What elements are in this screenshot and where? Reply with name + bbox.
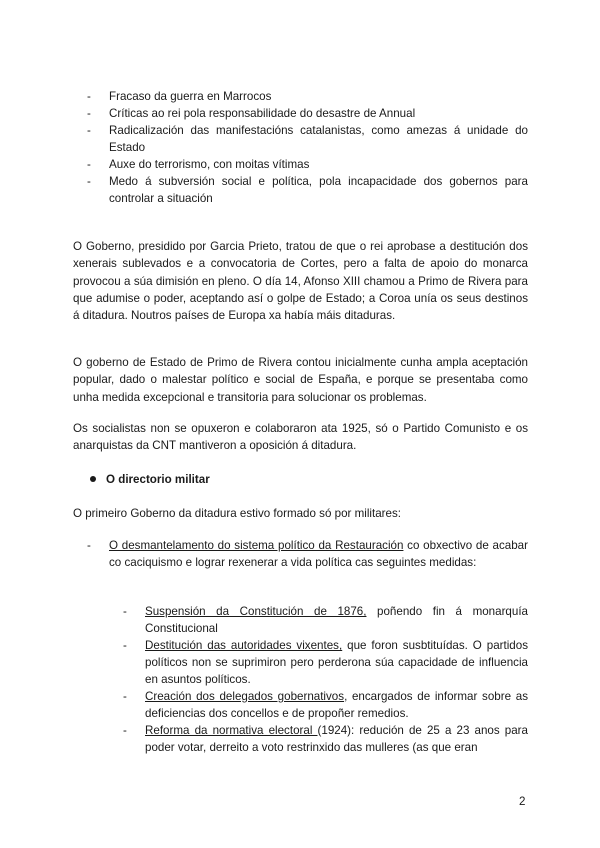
underlined-term: Creación dos delegados gobernativos — [145, 690, 345, 703]
list-item-text: Radicalización das manifestacións catalanistas, como amezas á unidade do Estado — [109, 124, 528, 154]
list-item — [123, 603, 528, 637]
list-item-text: Medo á subversión social e política, pola incapacidade dos gobernos para controlar a situación — [109, 175, 528, 205]
causes-list — [87, 88, 528, 207]
list-item — [87, 173, 528, 207]
measures-list — [123, 603, 528, 756]
paragraph-primeiro-goberno: O primeiro Goberno da ditadura estivo formado só por militares: — [73, 507, 401, 520]
underlined-term: O desmantelamento do sistema político da Restauración — [109, 539, 404, 552]
list-item-text: (1924): redución de 25 a 23 anos para poder votar, derreito a voto restrinxido das mulleres (as que eran — [145, 724, 528, 754]
dash-marker: - — [123, 605, 127, 618]
list-item-text: que foron susbtituídas. O partidos políticos non se suprimiron pero perderona súa capacidade de influencia en asuntos políticos. — [145, 639, 528, 686]
dash-marker: - — [87, 539, 91, 552]
list-item — [123, 637, 528, 688]
dash-marker: - — [87, 175, 91, 188]
section-heading — [90, 471, 210, 488]
list-item — [87, 156, 528, 173]
underlined-term: Reforma da normativa electoral — [145, 724, 318, 737]
list-item-text: poñendo fin á monarquía Constitucional — [145, 605, 528, 635]
list-item — [87, 88, 528, 105]
bullet-icon — [90, 476, 96, 482]
list-item — [87, 122, 528, 156]
page-number: 2 — [519, 795, 526, 808]
dash-marker: - — [87, 124, 91, 137]
list-item — [87, 105, 528, 122]
underlined-term: Suspensión da Constitución de 1876, — [145, 605, 367, 618]
dash-marker: - — [87, 107, 91, 120]
list-item-text: Fracaso da guerra en Marrocos — [109, 90, 272, 103]
dash-marker: - — [123, 639, 127, 652]
objectives-list — [87, 537, 528, 572]
paragraph-socialistas: Os socialistas non se opuxeron e colaboraron ata 1925, só o Partido Comunisto e os anarquistas da CNT mantiveron a oposición á ditadura. — [73, 422, 528, 453]
list-item-text: Auxe do terrorismo, con moitas vítimas — [109, 158, 310, 171]
list-item — [87, 537, 528, 572]
section-heading-text: O directorio militar — [106, 473, 210, 486]
list-item-text: co obxectivo de acabar co caciquismo e lograr rexenerar a vida política cas seguintes medidas: — [109, 539, 528, 570]
list-item-text: , encargados de informar sobre as deficiencias dos concellos e de propoñer remedios. — [145, 690, 528, 720]
dash-marker: - — [123, 690, 127, 703]
list-item-text: Críticas ao rei pola responsabilidade do desastre de Annual — [109, 107, 416, 120]
dash-marker: - — [123, 724, 127, 737]
dash-marker: - — [87, 90, 91, 103]
underlined-term: Destitución das autoridades vixentes, — [145, 639, 343, 652]
paragraph-goberno: O Goberno, presidido por Garcia Prieto, tratou de que o rei aprobase a destitución dos xenerais sublevados e a convocatoria de Cortes, pero a falta de apoio do monarca provocou a súa dimisión en pleno. O día 14, Afonso XIII chamou a Primo de Rivera para que adumise o poder, aceptando así o golpe de Estado; a Coroa unía os seus destinos á ditadura. Noutros países de Europa xa había máis ditaduras. — [73, 240, 528, 323]
dash-marker: - — [87, 158, 91, 171]
paragraph-primo-de-rivera: O goberno de Estado de Primo de Rivera contou inicialmente cunha ampla aceptación popular, dado o malestar político e social de España, e porque se presentaba como unha medida excepcional e transitoria para solucionar os problemas. — [73, 356, 528, 404]
list-item — [123, 722, 528, 756]
list-item — [123, 688, 528, 722]
